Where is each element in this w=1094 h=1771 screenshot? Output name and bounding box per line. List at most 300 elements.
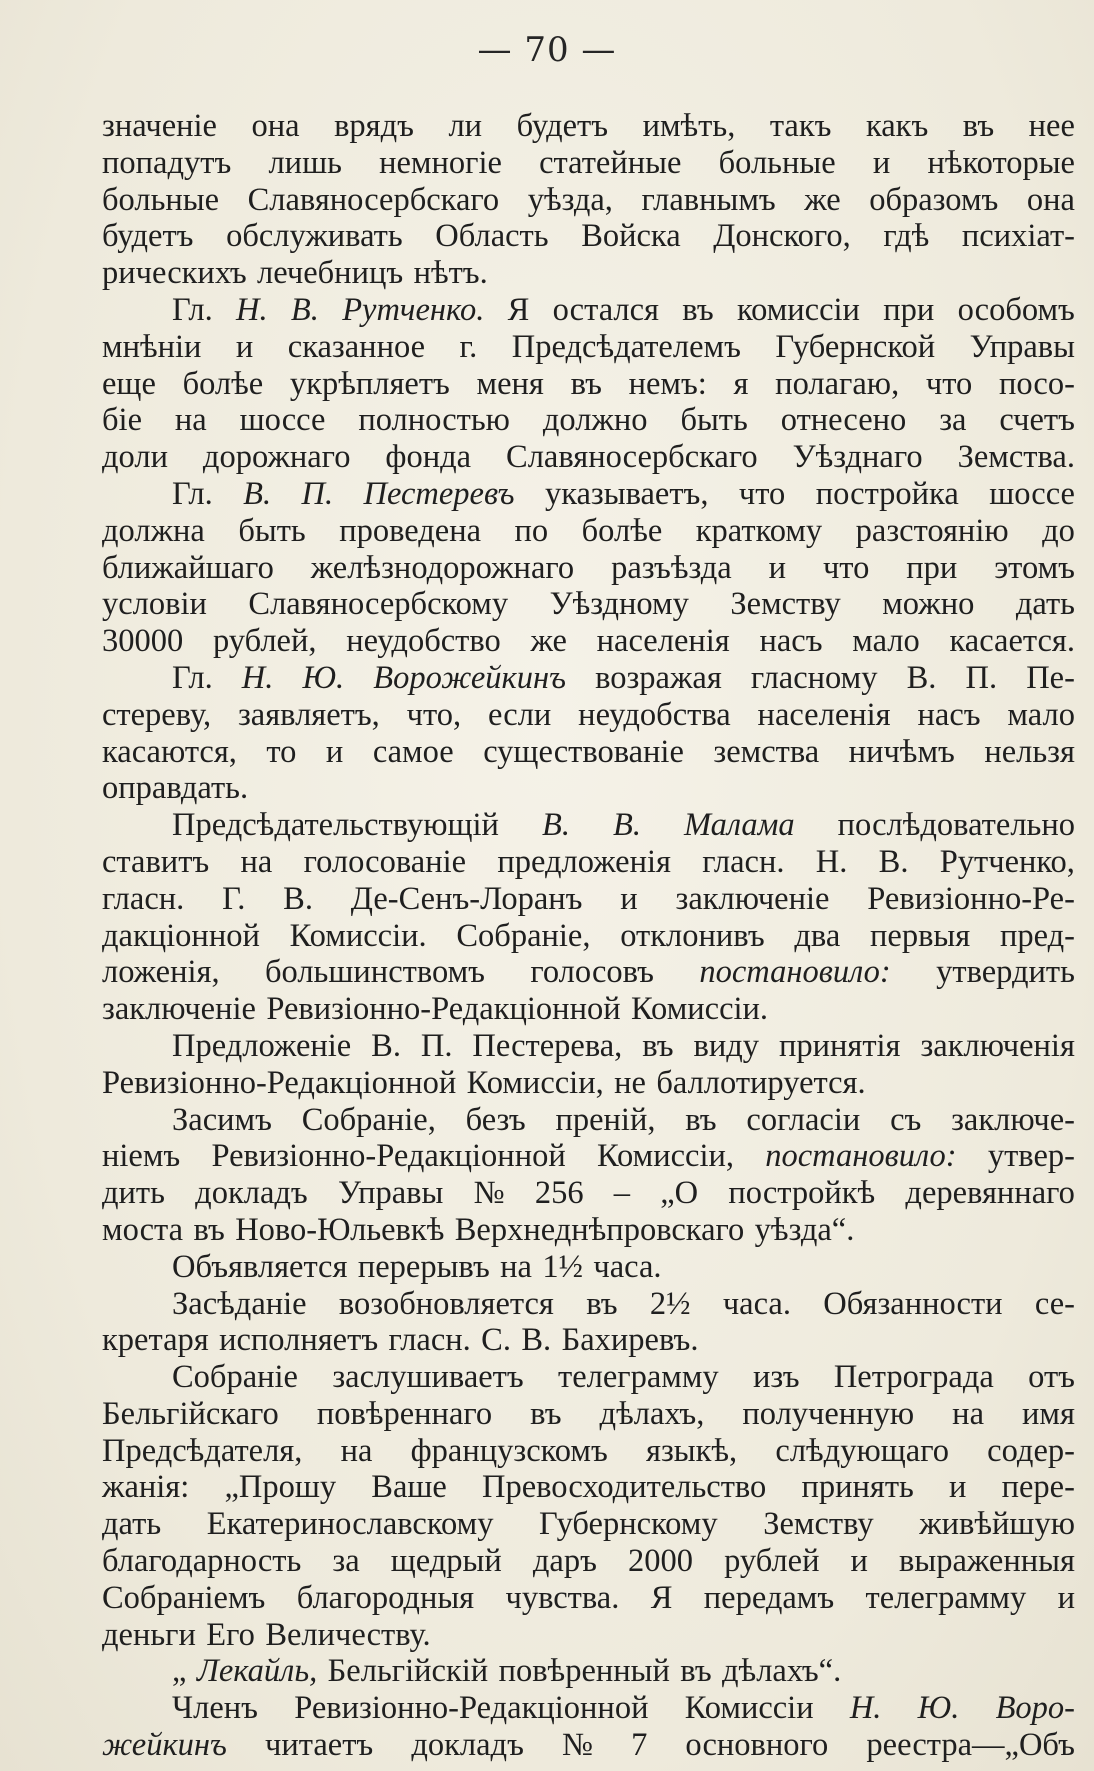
word: Славяносербскаго [506,439,758,476]
word: часа. [722,1285,791,1322]
word: нѣкоторые [927,144,1075,181]
word: Я [650,1579,673,1616]
text-line [102,918,1075,955]
word: Уѣздному [549,586,689,623]
text-line [102,255,1075,292]
word: содер- [987,1432,1075,1469]
word: Гл. [172,475,213,512]
word: В. [243,475,272,512]
text-line [102,586,1075,623]
word: и [620,880,638,917]
word: повѣреннаго [316,1395,493,1432]
word: выраженныя [899,1543,1075,1580]
word: В. [290,291,319,328]
word: читаетъ [265,1727,374,1764]
word: дѣлахъ, [599,1395,705,1432]
word: пере- [1001,1469,1075,1506]
text-line [102,1396,1075,1433]
text-line [102,292,1075,329]
word: Предсѣдателя, [102,1432,303,1469]
word: желѣзнодорожнаго [310,549,575,586]
word: № [473,1175,505,1212]
word: Де-Сенъ-Лоранъ [350,880,583,917]
word: постройкѣ [728,1175,876,1212]
text-line [102,402,1075,439]
text-line [102,182,1075,219]
word: виду [693,1027,760,1064]
word: дать [1015,586,1075,623]
word: же [804,181,841,218]
word: благодарность [102,1543,302,1580]
word: реестра—„Объ [866,1727,1075,1764]
word: въ [530,1395,562,1432]
word: дѣлахъ“. [722,1653,842,1690]
word: Комиссіи. [631,991,769,1028]
word: и [1057,1579,1075,1616]
word: лечебницъ [257,255,404,292]
text-line [102,513,1075,550]
word: В. [371,1027,401,1064]
text-line [102,439,1075,476]
word: послѣдовательно [837,807,1075,844]
word: Комиссіи. [289,917,427,954]
word: Губернской [775,328,936,365]
word: я [733,365,749,402]
word: С. [481,1322,511,1359]
word: полученную [742,1395,915,1432]
word: Ревизіонно-Редакціонной [211,1138,566,1175]
word: исполняетъ [219,1322,379,1359]
word: краткому [695,512,823,549]
word: заключе- [951,1101,1075,1138]
word: быть [238,512,306,549]
word: П. [301,475,334,512]
word: посо- [998,365,1075,402]
word: шоссе [239,402,326,439]
word: Предсѣдателемъ [511,328,741,365]
page-number: — 70 — [477,30,617,70]
word: оправдать. [102,770,249,807]
word: должно [542,402,648,439]
word: жанія: [102,1469,190,1506]
word: утвердить [936,954,1075,991]
word: слѣдующаго [775,1432,949,1469]
text-line [102,734,1075,771]
word: врядъ [334,108,414,144]
text-line [102,1249,1075,1286]
word: гласн. [388,1322,471,1359]
word: полагаю, [775,365,900,402]
word: Засимъ [172,1101,272,1138]
word: указываетъ, [544,475,709,512]
word: доли [102,439,168,476]
word: голосовъ [530,954,654,991]
word: Войска [581,218,681,255]
word: и [872,144,891,181]
word: Пестеревъ [363,475,515,512]
word: полностью [358,402,510,439]
word: стереву, [102,696,212,733]
word: Славяносербскаго [247,181,500,218]
word: Воро- [995,1690,1075,1727]
word: будетъ [102,218,194,255]
word: ставитъ [102,843,210,880]
text-line [102,1212,1075,1249]
word: дить [102,1175,165,1212]
text-line [102,1433,1075,1470]
word: она [251,108,300,144]
word: деньги [102,1616,196,1653]
word: гдѣ [883,218,930,255]
word: Ю. [917,1690,960,1727]
word: больные [718,144,836,181]
word: № [561,1727,593,1764]
word: на [500,1248,532,1285]
word: что, [406,696,462,733]
text-line [102,881,1075,918]
word: Ревизіонно-Редакціонной [266,991,621,1028]
word: возобновляется [338,1285,554,1322]
word: ничѣмъ [848,733,955,770]
word: Область [435,218,549,255]
word: за [332,1543,360,1580]
word: 2000 [627,1543,693,1580]
word: разъѣзда [611,549,732,586]
word: Гл. [172,659,213,696]
word: Комиссіи [684,1690,814,1727]
text-line [102,991,1075,1028]
word: языкѣ, [646,1432,738,1469]
word: постановило: [765,1138,957,1175]
word: меня [476,365,544,402]
word: Бахиревъ. [561,1322,699,1359]
word: Екатеринославскому [206,1506,494,1543]
word: по [514,512,549,549]
text-line [102,623,1075,660]
text-line [102,1138,1075,1175]
word: что [925,365,973,402]
word: утвер- [987,1138,1075,1175]
word: голосованіе [303,843,467,880]
word: мало [1007,696,1075,733]
word: дакціонной [102,917,260,954]
word: нѣтъ. [413,255,488,292]
word: касается. [949,623,1075,660]
word: пред- [999,917,1075,954]
word: не [614,1064,646,1101]
word: В. [878,843,909,880]
word: Славяносербскому [248,586,509,623]
word: Ревизіонно-Редакціонной [102,1064,457,1101]
word: нельзя [984,733,1075,770]
word: какъ [865,108,929,144]
word: Ревизіонно-Редакціонной [294,1690,649,1727]
word: щедрый [390,1543,502,1580]
word: телеграмму [558,1359,719,1396]
word: отъ [1028,1359,1075,1396]
word: проведена [339,512,482,549]
word: нее [1028,108,1075,144]
word: возражая [595,659,722,696]
word: телеграмму [865,1579,1027,1616]
word: Комиссіи, [466,1064,604,1101]
word: постройка [815,475,959,512]
word: Рутченко. [342,291,485,328]
word: В. [521,1322,552,1359]
word: мало [852,623,920,660]
word: ніемъ [102,1138,181,1175]
word: на [240,843,273,880]
word: насъ [917,696,981,733]
word: принятія [778,1027,901,1064]
word: принять [801,1469,914,1506]
word: за [939,402,967,439]
text-line [102,1286,1075,1323]
word: и [768,549,787,586]
word: ложенія, [102,954,220,991]
word: 1½ [542,1248,583,1285]
word: В. [906,659,937,696]
text-line [102,1617,1075,1654]
word: Засѣданіе [172,1285,307,1322]
word: Объявляется [172,1248,348,1285]
word: Ваше [371,1469,447,1506]
word: постановило: [699,954,891,991]
word: можно [882,586,975,623]
word: остался [552,291,659,328]
word: уѣзда“. [754,1211,855,1248]
word: Бельгійскій [327,1653,489,1690]
word: Бельгійскаго [102,1395,279,1432]
word: большинствомъ [264,954,485,991]
word: Собраніемъ [102,1579,266,1616]
word: немногіе [379,144,502,181]
word: въ [682,291,714,328]
text-line [102,1727,1075,1764]
text-line [102,550,1075,587]
word: существованіе [483,733,684,770]
word: Г. [222,880,246,917]
word: статейные [539,144,682,181]
word: В. [541,807,570,844]
word: въ [962,108,995,144]
text-line [102,218,1075,255]
word: на [174,402,207,439]
word: заключенія [920,1027,1075,1064]
word: Донского, [713,218,851,255]
word: попадутъ [102,144,232,181]
word: отклонивъ [620,917,765,954]
word: условіи [102,586,207,623]
text-line [102,476,1075,513]
word: что [822,549,870,586]
word: заявляетъ, [237,696,380,733]
word: укрѣпляетъ [289,365,450,402]
word: французскомъ [410,1432,608,1469]
word: при [906,549,958,586]
word: изъ [753,1359,800,1396]
text-line [102,108,1075,145]
word: заключеніе [102,991,256,1028]
word: „Прошу [224,1469,337,1506]
text-line [102,1690,1075,1727]
word: Гл. [172,291,213,328]
word: значеніе [102,108,217,144]
word: главнымъ [641,181,776,218]
word: согласіи [746,1101,861,1138]
word: рическихъ [102,255,247,292]
word: се- [1034,1285,1075,1322]
document-body [102,108,1075,1764]
word: Величеству. [265,1616,431,1653]
word: Н. [236,291,268,328]
word: ли [448,108,483,144]
word: населенія [596,623,730,660]
text-line [102,844,1075,881]
text-line [102,1653,1075,1690]
word: этомъ [994,549,1075,586]
word: 2½ [649,1285,691,1322]
word: 256 [534,1175,584,1212]
word: Комиссіи, [596,1138,734,1175]
word: болѣе [581,512,663,549]
word: Обязанности [823,1285,1003,1322]
word: два [794,917,841,954]
word: первыя [870,917,971,954]
word: она [1026,181,1075,218]
word: преній, [555,1101,656,1138]
word: предложенія [497,843,671,880]
word: – [613,1175,631,1212]
word: ближайшаго [102,549,274,586]
text-line [102,1065,1075,1102]
word: Предсѣдательствующій [172,807,499,844]
word: на [340,1432,373,1469]
word: живѣйшую [919,1506,1075,1543]
word: мнѣніи [102,328,202,365]
word: при [883,291,935,328]
word: комиссіи [736,291,860,328]
word: Пе- [1026,659,1075,696]
word: дать [102,1506,162,1543]
word: съ [890,1101,922,1138]
word: особомъ [957,291,1075,328]
word: неудобства [578,696,731,733]
word: моста [102,1211,184,1248]
word: даръ [532,1543,597,1580]
word: если [488,696,552,733]
word: Управы [969,328,1075,365]
text-line [102,660,1075,697]
word: Ревизіонно-Ре- [867,880,1075,917]
text-line [102,954,1075,991]
word: Н. [815,843,848,880]
word: въ [570,365,602,402]
text-line [102,697,1075,734]
word: разстоянію [855,512,1009,549]
word: перерывъ [357,1248,490,1285]
word: Собраніе, [301,1101,436,1138]
word: рублей [724,1543,820,1580]
word: уѣзда, [527,181,613,218]
word: баллотируется. [656,1064,866,1101]
word: Ю. [302,659,345,696]
word: будетъ [516,108,609,144]
word: до [1042,512,1075,549]
text-line [102,1028,1075,1065]
word: имя [1022,1395,1075,1432]
word: „ [172,1653,187,1690]
word: жейкинъ [102,1727,227,1764]
word: В. [612,807,641,844]
word: фонда [385,439,472,476]
word: насъ [759,623,823,660]
word: Н. [241,659,274,696]
word: въ [586,1285,618,1322]
word: В. [283,880,313,917]
word: и [949,1469,967,1506]
text-line [102,770,1075,807]
word: обслуживать [226,218,403,255]
word: Уѣзднаго [792,439,923,476]
word: самое [372,733,454,770]
text-line [102,1322,1075,1359]
word: шоссе [989,475,1075,512]
word: въ [193,1211,225,1248]
word: часа. [593,1248,662,1285]
word: П. [420,1027,453,1064]
word: „О [660,1175,699,1212]
word: Собраніе [172,1359,298,1396]
word: Превосходительство [482,1469,767,1506]
word: передамъ [703,1579,835,1616]
word: быть [680,402,748,439]
word: отнесено [780,402,907,439]
word: немъ: [628,365,707,402]
word: Членъ [172,1690,258,1727]
word: Собраніе, [456,917,591,954]
word: гласн. [702,843,785,880]
word: Я [507,291,530,328]
word: 30000 [102,623,184,660]
word: повѣренный [498,1653,670,1690]
word: въ [642,1027,674,1064]
word: рублей, [212,623,317,660]
word: кретаря [102,1322,209,1359]
word: деревяннаго [905,1175,1075,1212]
word: Петрограда [833,1359,994,1396]
word: Земству [730,586,841,623]
text-line [102,1543,1075,1580]
word: основного [685,1727,829,1764]
text-line [102,1469,1075,1506]
word: чувства. [505,1579,620,1616]
word: благородныя [296,1579,475,1616]
word: болѣе [182,365,264,402]
word: то [266,733,297,770]
word: г. [459,328,478,365]
word: Губернскому [539,1506,718,1543]
word: дорожнаго [202,439,351,476]
word: же [530,623,567,660]
word: Рутченко, [939,843,1075,880]
word: на [952,1395,984,1432]
word: счетъ [999,402,1075,439]
text-line [102,1580,1075,1617]
text-line [102,1506,1075,1543]
text-line [102,1175,1075,1212]
text-line [102,1102,1075,1139]
